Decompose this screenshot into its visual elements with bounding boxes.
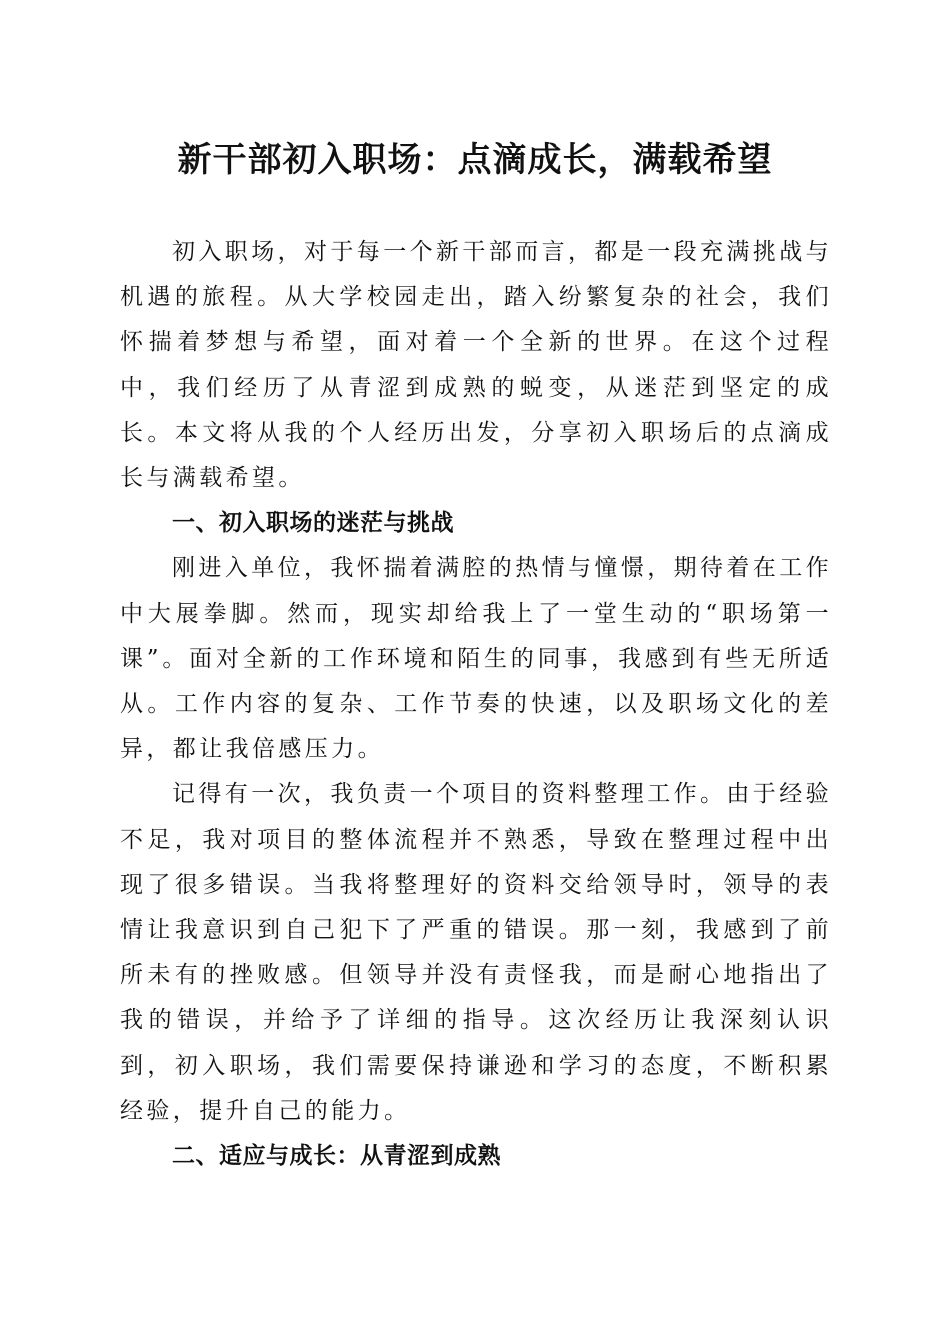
- document-body: [120, 230, 832, 1179]
- intro-paragraph: 初入职场，对于每一个新干部而言，都是一段充满挑战与机遇的旅程。从大学校园走出，踏入纷繁复杂的社会，我们怀揣着梦想与希望，面对着一个全新的世界。在这个过程中，我们经历了从青涩到成熟的蜕变，从迷茫到坚定的成长。本文将从我的个人经历出发，分享初入职场后的点滴成长与满载希望。: [120, 239, 832, 492]
- section-heading-1: 一、初入职场的迷茫与挑战: [172, 510, 454, 537]
- section1-paragraph-2: 记得有一次，我负责一个项目的资料整理工作。由于经验不足，我对项目的整体流程并不熟悉，导致在整理过程中出现了很多错误。当我将整理好的资料交给领导时，领导的表情让我意识到自己犯下了严重的错误。那一刻，我感到了前所未有的挫败感。但领导并没有责怪我，而是耐心地指出了我的错误，并给予了详细的指导。这次经历让我深刻认识到，初入职场，我们需要保持谦逊和学习的态度，不断积累经验，提升自己的能力。: [120, 781, 832, 1124]
- section-heading-2: 二、适应与成长：从青涩到成熟: [172, 1143, 501, 1170]
- document-title: 新干部初入职场：点滴成长，满载希望: [177, 140, 773, 180]
- section1-paragraph-1: 刚进入单位，我怀揣着满腔的热情与憧憬，期待着在工作中大展拳脚。然而，现实却给我上了一堂生动的“职场第一课”。面对全新的工作环境和陌生的同事，我感到有些无所适从。工作内容的复杂、工作节奏的快速，以及职场文化的差异，都让我倍感压力。: [120, 555, 832, 763]
